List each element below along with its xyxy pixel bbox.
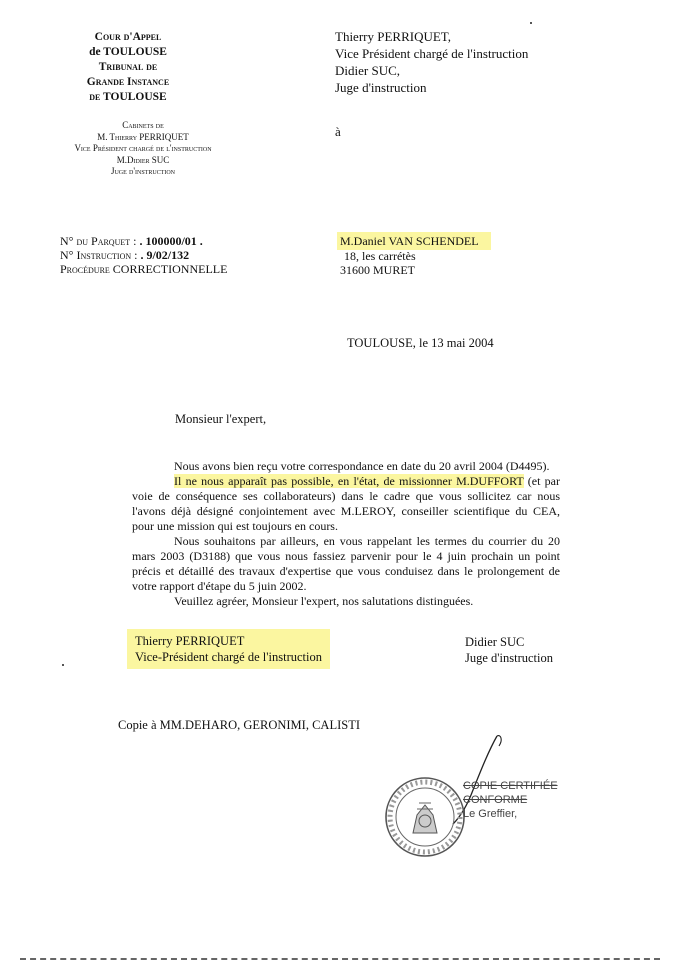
body-paragraph: Veuillez agréer, Monsieur l'expert, nos salutations distinguées. bbox=[174, 594, 474, 608]
signature-title: Juge d'instruction bbox=[465, 651, 554, 665]
cabinet-line: Cabinets de bbox=[122, 120, 164, 130]
cabinet-line: M. Thierry PERRIQUET bbox=[97, 131, 189, 142]
addressee-city: 31600 MURET bbox=[340, 263, 415, 277]
sender-line: Thierry PERRIQUET, bbox=[335, 29, 452, 44]
cabinet-line: M.Didier SUC bbox=[116, 154, 170, 165]
procedure-value: CORRECTIONNELLE bbox=[112, 262, 228, 276]
cabinet-header bbox=[30, 120, 256, 178]
instruction-label: N° Instruction : bbox=[60, 248, 138, 262]
highlighted-text: Il ne nous apparaît pas possible, en l'état, de missionner M.DUFFORT bbox=[174, 474, 524, 488]
addressee-name: M.Daniel VAN SCHENDEL bbox=[337, 232, 491, 250]
parquet-label: N° du Parquet : bbox=[60, 234, 137, 248]
court-line: de TOULOUSE bbox=[89, 46, 167, 58]
signature-name: Didier SUC bbox=[465, 635, 525, 649]
scan-speck bbox=[62, 664, 64, 666]
procedure-label: Procédure bbox=[60, 262, 110, 276]
addressee-block bbox=[337, 234, 491, 278]
court-header bbox=[30, 30, 226, 105]
copy-line: Copie à MM.DEHARO, GERONIMI, CALISTI bbox=[118, 718, 360, 732]
sender-line: Vice Président chargé de l'instruction bbox=[335, 46, 529, 61]
date-line: TOULOUSE, le 13 mai 2004 bbox=[347, 336, 494, 350]
scan-edge-artifact bbox=[20, 958, 660, 962]
scan-speck bbox=[530, 22, 532, 24]
body-paragraph bbox=[132, 474, 560, 534]
court-line: de TOULOUSE bbox=[89, 91, 167, 103]
parquet-value: . 100000/01 . bbox=[139, 234, 203, 248]
salutation: Monsieur l'expert, bbox=[175, 412, 267, 426]
body-text-rest: (et par voie de conséquence ses collaborateurs) dans le cadre que vous sollicitez car nous l'avons déjà désigné conjointement avec M.LEROY, conseiller scientifique du CEA, pour une mission qui est toujours en cours. bbox=[132, 474, 561, 533]
official-seal bbox=[383, 775, 468, 860]
body-paragraph: Nous avons bien reçu votre correspondance en date du 20 avril 2004 (D4495). bbox=[174, 459, 550, 473]
court-line: Tribunal de bbox=[98, 61, 158, 73]
stamp-line: COPIE CERTIFIÉE bbox=[463, 780, 558, 792]
addressee-street: 18, les carrétès bbox=[344, 248, 416, 263]
body-paragraph: Nous souhaitons par ailleurs, en vous rappelant les termes du courrier du 20 mars 2003 (D3188) que vous nous fassiez parvenir pour le 4 juin prochain un point précis et détaillé des travaux d'expertise que vous conduisez dans le prolongement de votre rapport d'étape du 5 juin 2002. bbox=[132, 534, 560, 593]
reference-block bbox=[60, 234, 227, 276]
cabinet-line: Juge d'instruction bbox=[110, 166, 176, 176]
instruction-value: . 9/02/132 bbox=[140, 248, 190, 262]
sender-block bbox=[335, 28, 528, 96]
stamp-line: CONFORME bbox=[463, 794, 528, 806]
sender-line: Juge d'instruction bbox=[335, 80, 427, 95]
letter-body bbox=[132, 459, 560, 609]
stamp-line: Le Greffier, bbox=[463, 808, 518, 820]
sender-line: Didier SUC, bbox=[335, 63, 400, 78]
cabinet-line: Vice Président chargé de l'instruction bbox=[74, 143, 212, 153]
signature-left bbox=[127, 629, 330, 669]
certification-stamp bbox=[463, 779, 558, 821]
signature-right bbox=[465, 634, 553, 666]
court-line: Cour d'Appel bbox=[94, 31, 162, 43]
a-label: à bbox=[335, 124, 341, 139]
court-line: Grande Instance bbox=[86, 76, 170, 88]
signature-name: Thierry PERRIQUET bbox=[135, 634, 245, 648]
signature-title: Vice-Président chargé de l'instruction bbox=[135, 650, 322, 664]
